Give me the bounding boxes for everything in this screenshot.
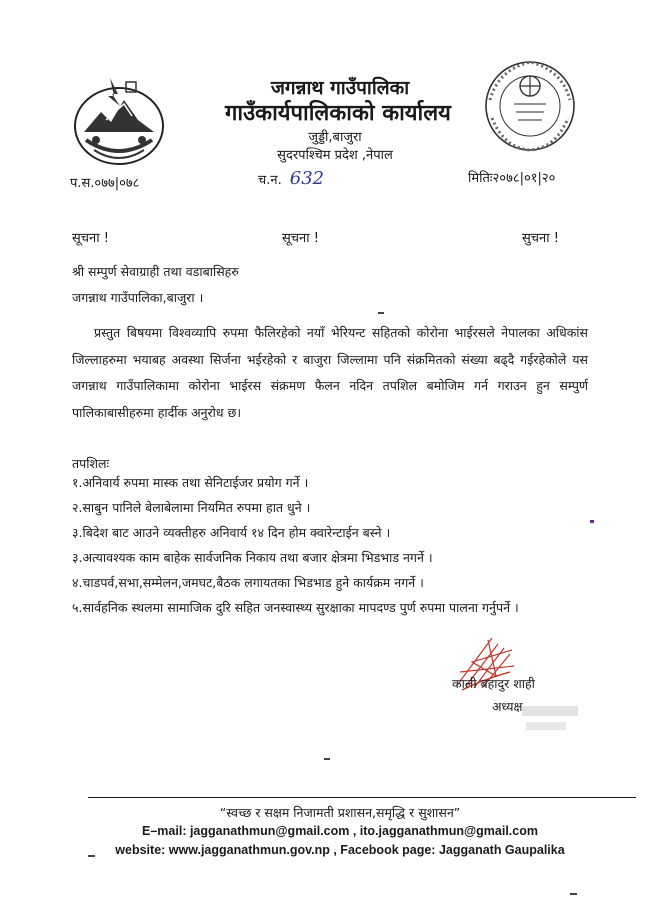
list-item: २.साबुन पानिले बेलाबेलामा नियमित रुपमा हात धुने । [72, 500, 311, 515]
scan-mark [324, 758, 330, 760]
municipality-name: जगन्नाथ गाउँपालिका [270, 77, 410, 99]
recipient-line-1: श्री सम्पुर्ण सेवाग्राही तथा वडाबासिहरु [72, 264, 239, 279]
office-seal-icon [478, 52, 582, 160]
signatory-name: काली बहादुर शाही [452, 676, 535, 691]
notice-heading-right: सुचना ! [522, 231, 559, 246]
letter-reference-number: प.स.०७७|०७८ [70, 176, 140, 191]
scan-mark [590, 520, 594, 523]
office-name: गाउँकार्यपालिकाको कार्यालय [225, 101, 451, 126]
footer-email: E–mail: jagganathmun@gmail.com , ito.jagganathmun@gmail.com [142, 824, 538, 838]
footer-motto: “स्वच्छ र सक्षम निजामती प्रशासन,समृद्धि र सुशासन” [219, 805, 461, 820]
office-location: जुड्डी,बाजुरा [308, 130, 362, 145]
instruction-list [72, 470, 592, 620]
dispatch-number-label: च.न. [258, 173, 282, 188]
signatory-designation: अध्यक्ष [492, 699, 523, 714]
list-item: ३.अत्यावश्यक काम बाहेक सार्वजनिक निकाय तथा बजार क्षेत्रमा भिडभाड नगर्ने । [72, 550, 433, 565]
list-item: १.अनिवार्य रुपमा मास्क तथा सेनिटाईजर प्रयोग गर्ने । [72, 475, 309, 490]
notice-body-paragraph: प्रस्तुत बिषयमा विश्वव्यापि रुपमा फैलिरहेको नयाँ भेरियन्ट सहितको कोरोना भाईरसले नेपालका अधिकांस जिल्लाहरुमा भयाबह अवस्था सिर्जना भईरहेको र बाजुरा जिल्लामा पनि संक्रमितको संख्या बढ्दै गईरहेकोले यस जगन्नाथ गाउँपालिकामा कोरोना भाईरस संक्रमण फैलन नदिन तपशिल बमोजिम गर्न गराउन हुन सम्पुर्ण पालिकाबासीहरुमा हार्दीक अनुरोध छ। [72, 325, 588, 420]
list-item: ३.बिदेश बाट आउने व्यक्तीहरु अनिवार्य १४ दिन होम क्वारेन्टाईन बस्ने । [72, 525, 391, 540]
footer-divider [88, 797, 636, 798]
scan-mark [378, 312, 384, 314]
list-item: ४.चाडपर्व,सभा,सम्मेलन,जमघट,बैठक लगायतका भिडभाड हुने कार्यक्रम नगर्ने । [72, 575, 424, 590]
notice-heading-left: सूचना ! [72, 231, 109, 246]
footer-website: website: www.jagganathmun.gov.np , Facebook page: Jagganath Gaupalika [115, 843, 565, 857]
details-heading: तपशिलः [72, 456, 109, 471]
list-item: ५.सार्वहनिक स्थलमा सामाजिक दुरि सहित जनस्वास्थ्य सुरक्षाका मापदण्ड पुर्ण रुपमा पालना गर्नुपर्ने । [72, 600, 519, 615]
letter-date: मितिः२०७८|०१|२० [468, 171, 556, 186]
scan-mark [570, 893, 577, 895]
notice-heading-center: सूचना ! [282, 231, 319, 246]
dispatch-number-handwritten: 632 [289, 168, 325, 189]
scan-mark [88, 855, 95, 857]
province-country: सुदरपश्चिम प्रदेश ,नेपाल [277, 148, 393, 163]
dispatch-number [258, 168, 324, 189]
recipient-line-2: जगन्नाथ गाउँपालिका,बाजुरा । [72, 290, 204, 305]
nepal-government-emblem-icon [66, 70, 172, 170]
faint-stamp-impression [520, 700, 580, 740]
